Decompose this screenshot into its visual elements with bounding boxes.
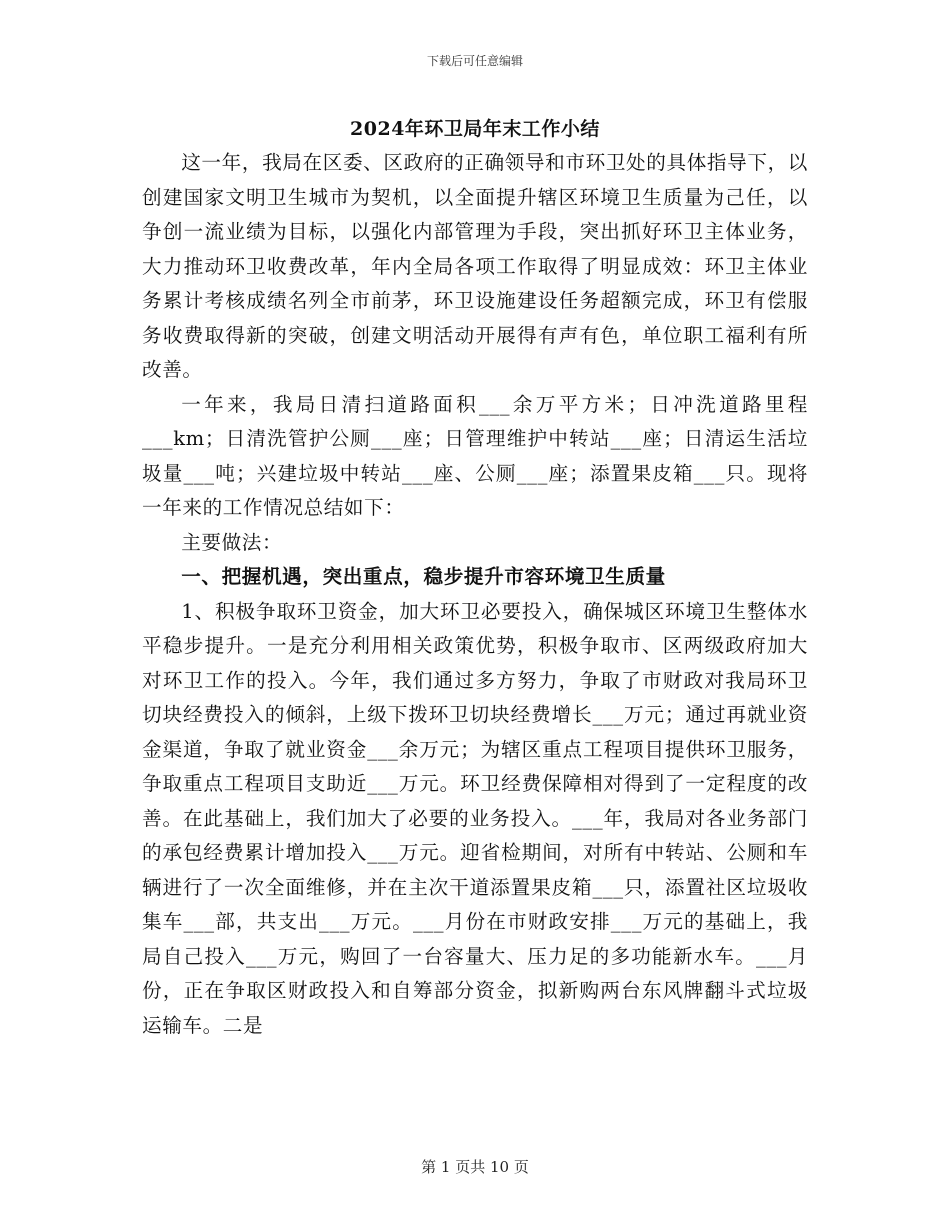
document-title: 2024年环卫局年末工作小结 <box>350 118 600 140</box>
paragraph-main-methods-label: 主要做法： <box>181 530 283 554</box>
paragraph-funding: 1、积极争取环卫资金，加大环卫必要投入，确保城区环境卫生整体水平稳步提升。一是充分利用相关政策优势，积极争取市、区两级政府加大对环卫工作的投入。今年，我们通过多方努力，争取了市财政对我局环卫切块经费投入的倾斜，上级下拨环卫切块经费增长___万元；通过再就业资金渠道，争取了就业资金___余万元；为辖区重点工程项目提供环卫服务，争取重点工程项目支助近___万元。环卫经费保障相对得到了一定程度的改善。在此基础上，我们加大了必要的业务投入。___年，我局对各业务部门的承包经费累计增加投入___万元。迎省检期间，对所有中转站、公厕和车辆进行了一次全面维修，并在主次干道添置果皮箱___只，添置社区垃圾收集车___部，共支出___万元。___月份在市财政安排___万元的基础上，我局自己投入___万元，购回了一台容量大、压力足的多功能新水车。___月份，正在争取区财政投入和自筹部分资金，拟新购两台东风牌翻斗式垃圾运输车。二是 <box>142 599 808 1037</box>
paragraph-statistics: 一年来，我局日清扫道路面积___余万平方米；日冲洗道路里程___km；日清洗管护公厕___座；日管理维护中转站___座；日清运生活垃圾量___吨；兴建垃圾中转站___座、公厕___座；添置果皮箱___只。现将一年来的工作情况总结如下： <box>142 392 808 519</box>
page-number-footer: 第 1 页共 10 页 <box>421 1158 529 1176</box>
paragraph-intro: 这一年，我局在区委、区政府的正确领导和市环卫处的具体指导下，以创建国家文明卫生城市为契机，以全面提升辖区环境卫生质量为己任，以争创一流业绩为目标，以强化内部管理为手段，突出抓好环卫主体业务，大力推动环卫收费改革，年内全局各项工作取得了明显成效：环卫主体业务累计考核成绩名列全市前茅，环卫设施建设任务超额完成，环卫有偿服务收费取得新的突破，创建文明活动开展得有声有色，单位职工福利有所改善。 <box>142 151 808 381</box>
section-heading-1: 一、把握机遇，突出重点，稳步提升市容环境卫生质量 <box>181 565 666 588</box>
page-header-note: 下载后可任意编辑 <box>426 54 523 68</box>
document-body <box>142 146 808 1043</box>
